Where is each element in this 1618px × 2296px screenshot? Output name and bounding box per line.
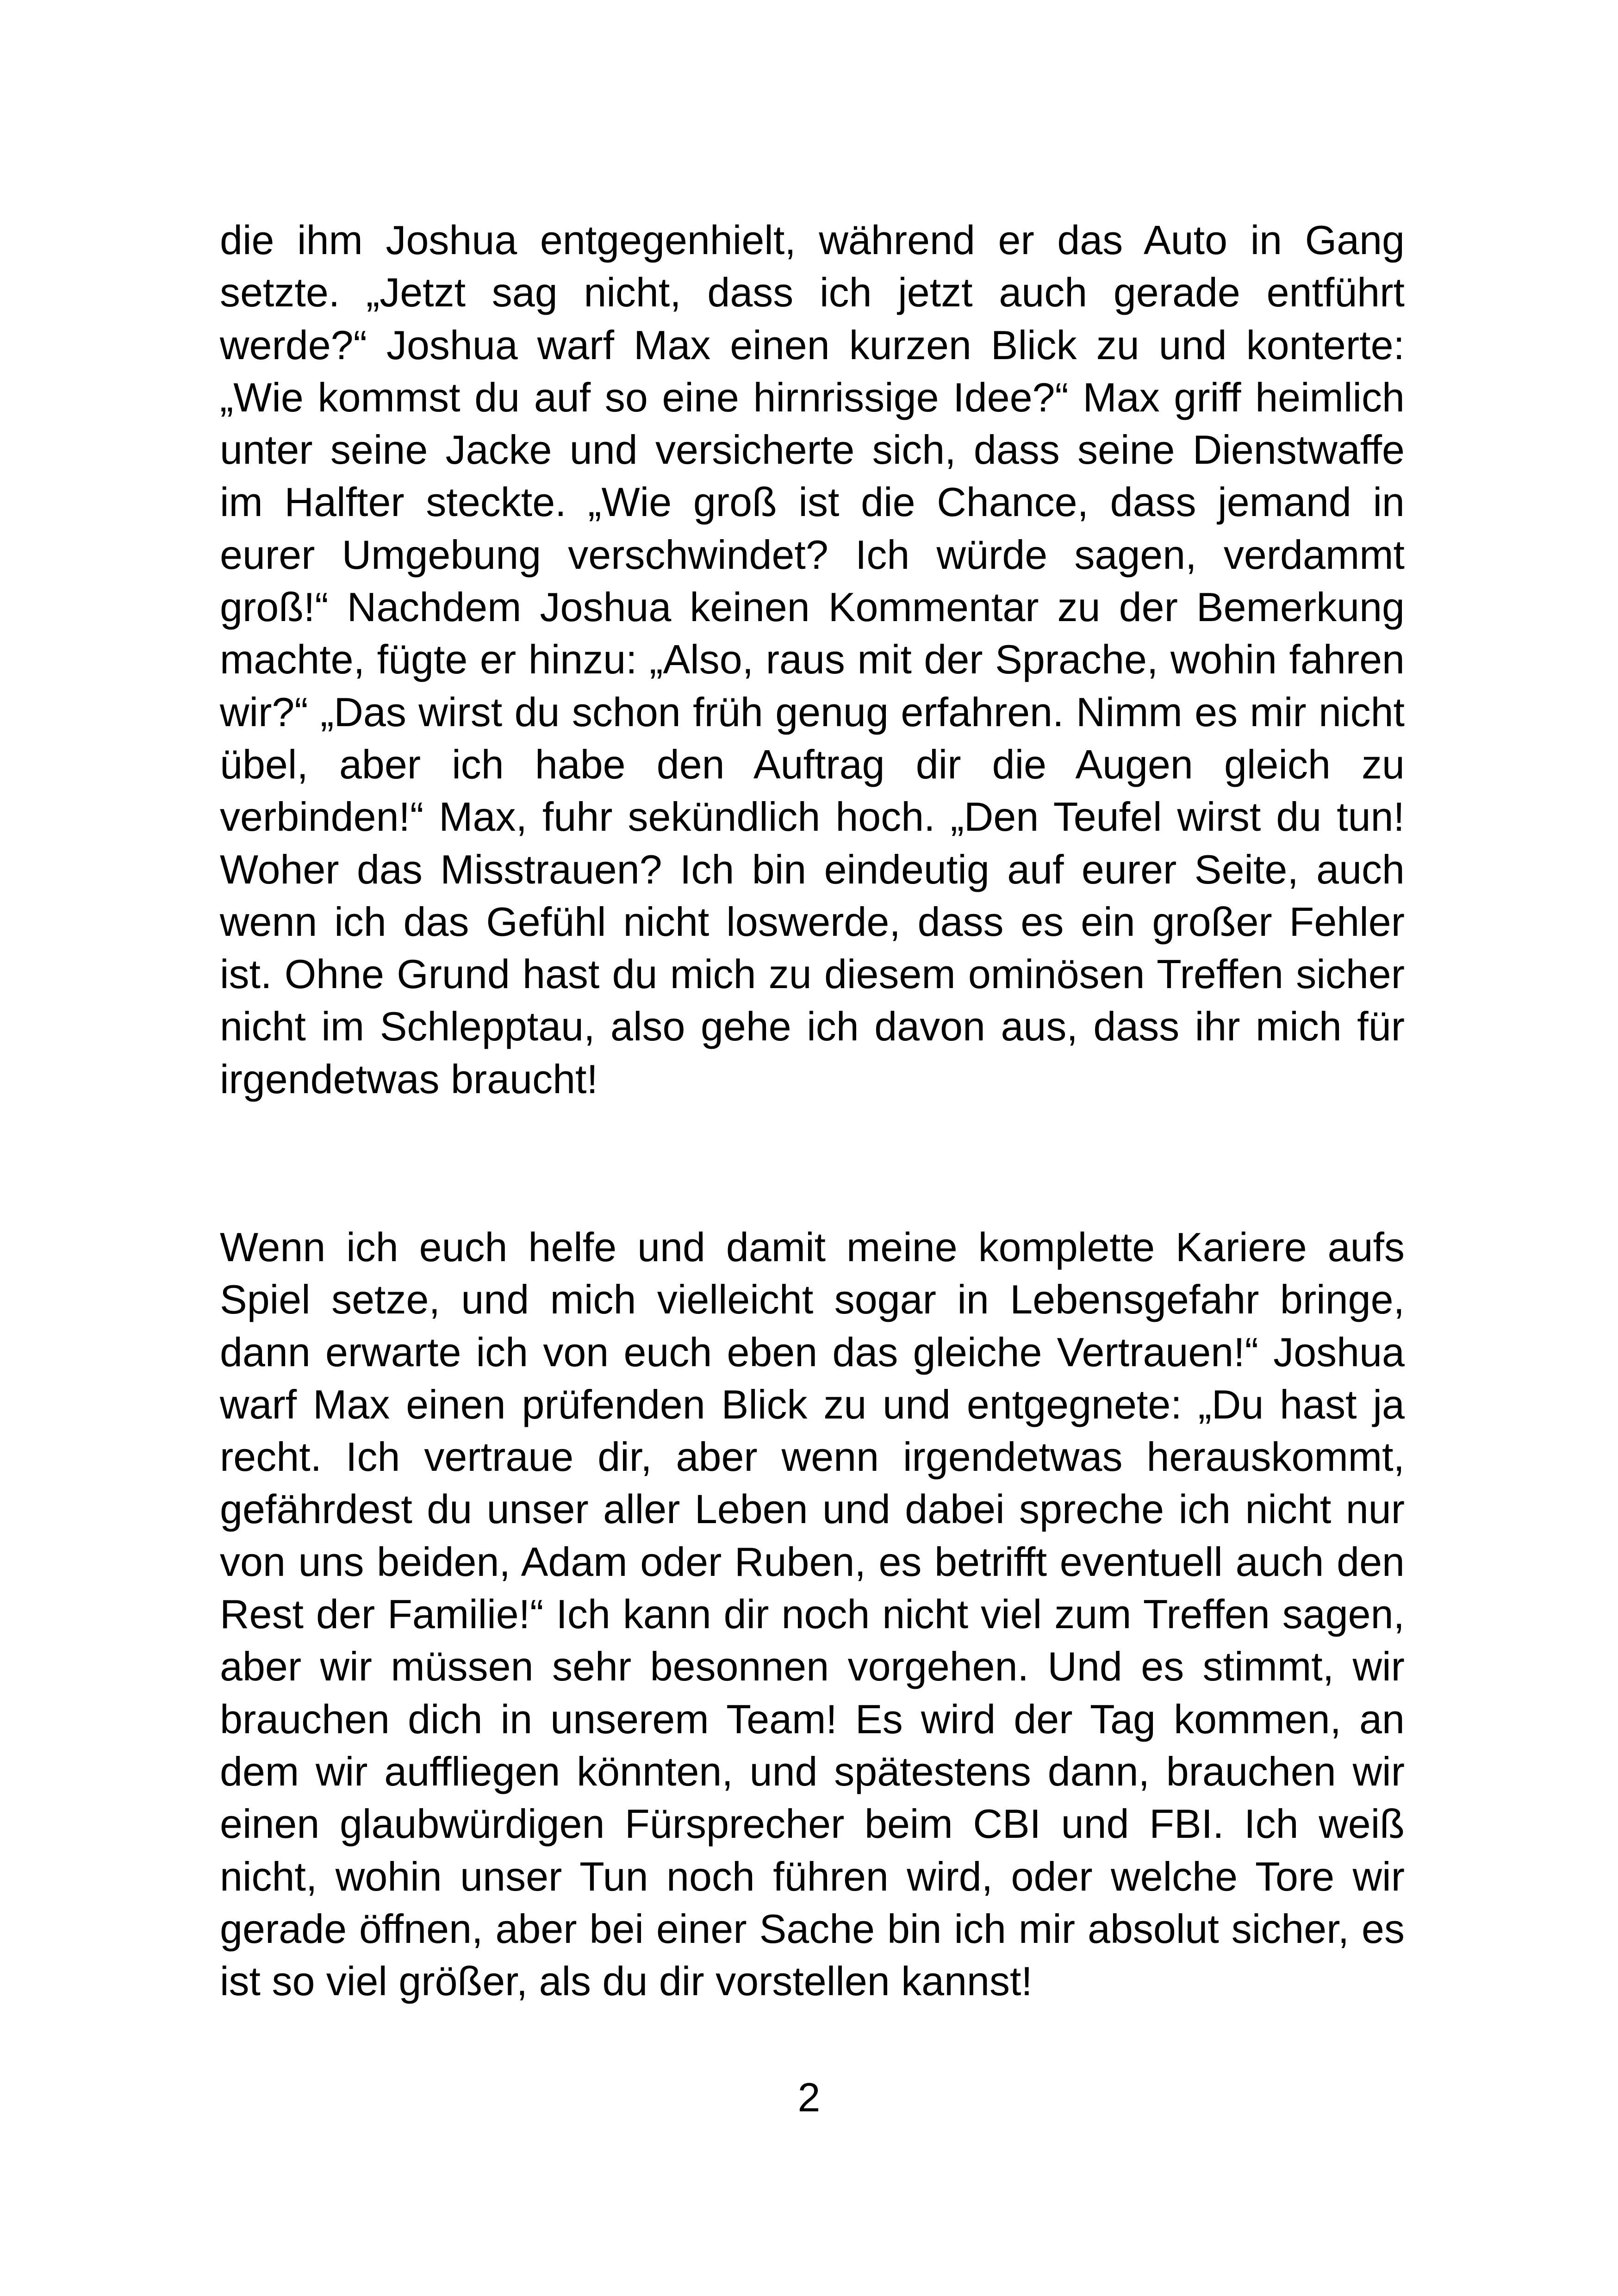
body-paragraph: die ihm Joshua entgegenhielt, während er das Auto in Gang setzte. „Jetzt sag nicht, dass ich jetzt auch gerade entführt werde?“ Joshua warf Max einen kurzen Blick zu und konterte: „Wie kommst du auf so eine hirnrissige Idee?“ Max griff heimlich unter seine Jacke und versicherte sich, dass seine Dienstwaffe im Halfter steckte. „Wie groß ist die Chance, dass jemand in eurer Umgebung verschwindet? Ich würde sagen, verdammt groß!“ Nachdem Joshua keinen Kommentar zu der Bemerkung machte, fügte er hinzu: „Also, raus mit der Sprache, wohin fahren wir?“ „Das wirst du schon früh genug erfahren. Nimm es mir nicht übel, aber ich habe den Auftrag dir die Augen gleich zu verbinden!“ Max, fuhr sekündlich hoch. „Den Teufel wirst du tun! Woher das Misstrauen? Ich bin eindeutig auf eurer Seite, auch wenn ich das Gefühl nicht loswerde, dass es ein großer Fehler ist. Ohne Grund hast du mich zu diesem ominösen Treffen sicher nicht im Schlepptau, also gehe ich davon aus, dass ihr mich für irgendetwas braucht! xyxy=(220,217,1405,1102)
page-number: 2 xyxy=(797,2074,821,2120)
body-paragraph: Wenn ich euch helfe und damit meine komplette Kariere aufs Spiel setze, und mich vielleicht sogar in Lebensgefahr bringe, dann erwarte ich von euch eben das gleiche Vertrauen!“ Joshua warf Max einen prüfenden Blick zu und entgegnete: „Du hast ja recht. Ich vertraue dir, aber wenn irgendetwas herauskommt, gefährdest du unser aller Leben und dabei spreche ich nicht nur von uns beiden, Adam oder Ruben, es betrifft eventuell auch den Rest der Familie!“ Ich kann dir noch nicht viel zum Treffen sagen, aber wir müssen sehr besonnen vorgehen. Und es stimmt, wir brauchen dich in unserem Team! Es wird der Tag kommen, an dem wir auffliegen könnten, und spätestens dann, brauchen wir einen glaubwürdigen Fürsprecher beim CBI und FBI. Ich weiß nicht, wohin unser Tun noch führen wird, oder welche Tore wir gerade öffnen, aber bei einer Sache bin ich mir absolut sicher, es ist so viel größer, als du dir vorstellen kannst! xyxy=(220,1224,1405,2004)
